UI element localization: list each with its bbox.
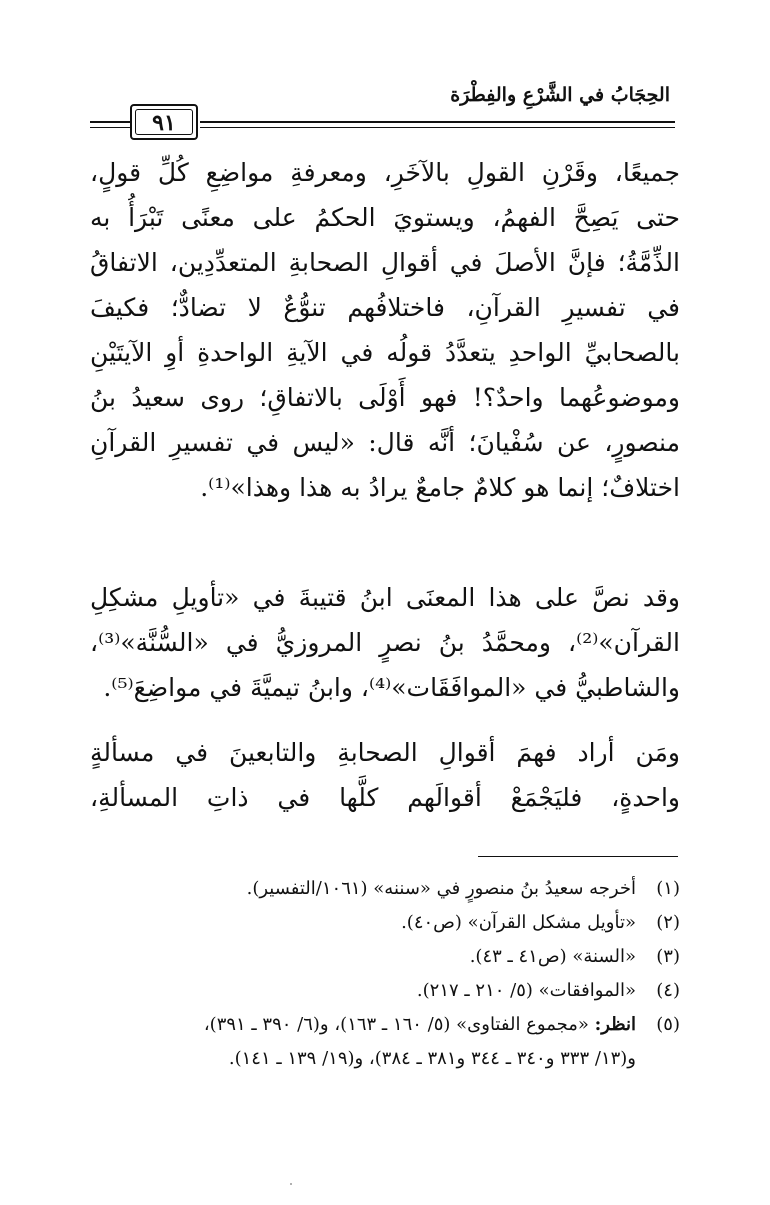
footnote-5 [80, 1008, 680, 1076]
footnote-4 [80, 974, 680, 1008]
footnote-continuation: و(١٣/ ٣٣٣ و٣٤٠ ـ ٣٤٤ و٣٨١ ـ ٣٨٤)، و(١٩/ ١٣٩ ـ ١٤١). [228, 1048, 636, 1069]
footnote-lead: انظر: [594, 1014, 636, 1035]
text-line: وقد نصَّ على هذا المعنَى ابنُ قتيبةَ في «تأويلِ مشكِلِ [90, 583, 681, 612]
footnote-number: (١) [656, 878, 680, 899]
footnote-2 [80, 906, 680, 940]
paragraph-1 [90, 150, 680, 510]
paragraph-2 [90, 575, 680, 710]
footnote-text: أخرجه سعيدُ بنُ منصورٍ في «سننه» (١٠٦١/التفسير). [246, 878, 636, 899]
text-line: والشاطبيُّ في «الموافَقَات»⁽⁴⁾، وابنُ تيميَّةَ في مواضِعَ⁽⁵⁾. [103, 673, 680, 702]
print-speck [290, 1183, 292, 1185]
footnote-number: (٣) [656, 946, 680, 967]
running-title: الحِجَابُ في الشَّرْعِ والفِطْرَة [450, 84, 670, 106]
footnote-number: (٤) [656, 980, 680, 1001]
text-line: القرآن»⁽²⁾، ومحمَّدُ بنُ نصرٍ المروزيُّ في «السُّنَّة»⁽³⁾، [90, 628, 680, 657]
text-line: منصورٍ، عن سُفْيانَ؛ أنَّه قال: «ليس في تفسيرِ القرآنِ [90, 428, 680, 457]
text-line: حتى يَصِحَّ الفهمُ، ويستويَ الحكمُ على معنًى تَبْرَأُ به [90, 203, 680, 232]
text-line: واحدةٍ، فليَجْمَعْ أقوالَهم كلَّها في ذاتِ المسألةِ، [90, 783, 680, 812]
footnote-1 [80, 872, 680, 906]
footnote-number: (٢) [656, 912, 680, 933]
text-line: في تفسيرِ القرآنِ، فاختلافُهم تنوُّعٌ لا تضادٌّ؛ فكيفَ [90, 293, 680, 322]
page-number-frame [130, 104, 198, 140]
page-number: ٩١ [152, 110, 176, 136]
footnotes [80, 872, 680, 1076]
footnote-text: «مجموع الفتاوى» (٥/ ١٦٠ ـ ١٦٣)، و(٦/ ٣٩٠ ـ ٣٩١)، [203, 1014, 589, 1035]
text-line: ومَن أراد فهمَ أقوالِ الصحابةِ والتابعينَ في مسألةٍ [90, 738, 680, 767]
text-line: بالصحابيِّ الواحدِ يتعدَّدُ قولُه في الآيةِ الواحدةِ أوِ الآيتَيْنِ [90, 338, 680, 367]
paragraph-3 [90, 730, 680, 820]
footnote-text: «تأويل مشكل القرآن» (ص٤٠). [401, 912, 636, 933]
text-line: جميعًا، وقَرْنِ القولِ بالآخَرِ، ومعرفةِ مواضِعِ كُلِّ قولٍ، [90, 158, 680, 187]
text-line: اختلافٌ؛ إنما هو كلامٌ جامعٌ يرادُ به هذا وهذا»⁽¹⁾. [200, 473, 680, 502]
footnote-number: (٥) [656, 1014, 680, 1035]
footnote-text: «السنة» (ص٤١ ـ ٤٣). [469, 946, 636, 967]
footnote-text: «الموافقات» (٥/ ٢١٠ ـ ٢١٧). [416, 980, 636, 1001]
footnote-separator [478, 856, 678, 857]
text-line: الذِّمَّةُ؛ فإنَّ الأصلَ في أقوالِ الصحابةِ المتعدِّدِين، الاتفاقُ [90, 248, 680, 277]
text-line: وموضوعُهما واحدٌ؟! فهو أَوْلَى بالاتفاقِ؛ روى سعيدُ بنُ [90, 383, 680, 412]
footnote-3 [80, 940, 680, 974]
